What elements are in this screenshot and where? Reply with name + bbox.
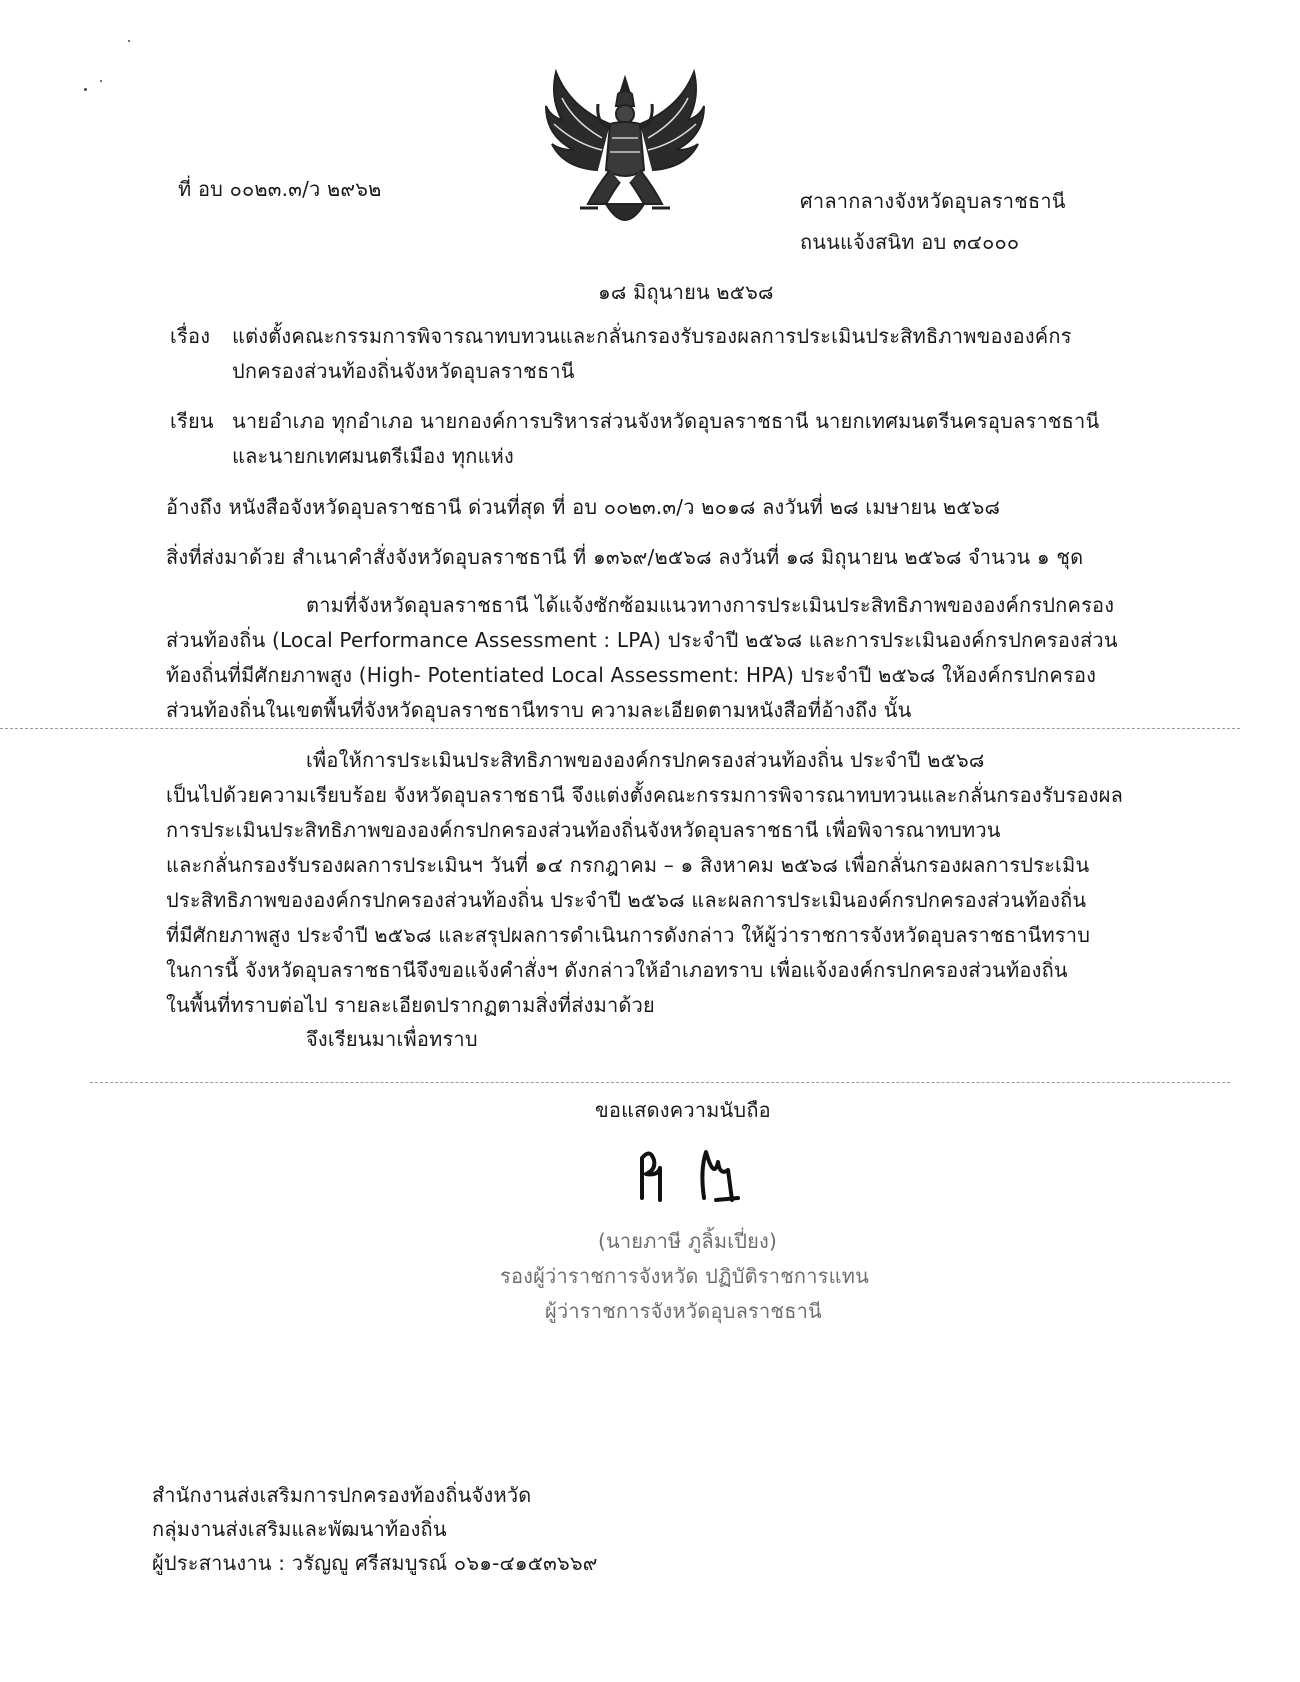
para2-line: ในพื้นที่ทราบต่อไป รายละเอียดปรากฏตามสิ่งที่ส่งมาด้วย <box>166 993 655 1017</box>
reference: อ้างถึง หนังสือจังหวัดอุบลราชธานี ด่วนที่สุด ที่ อบ ๐๐๒๓.๓/ว ๒๐๑๘ ลงวันที่ ๒๘ เมษายน ๒๕๖๘ <box>166 495 1001 519</box>
recipient-line-2: และนายกเทศมนตรีเมือง ทุกแห่ง <box>232 444 515 468</box>
enclosure-quantity: จำนวน ๑ ชุด <box>968 545 1084 569</box>
scan-speck <box>100 80 102 82</box>
signer-name: (นายภาษี ภูลิ้มเปี่ยง) <box>598 1229 778 1253</box>
scan-artifact-line <box>0 728 1240 729</box>
salutation: ขอแสดงความนับถือ <box>595 1098 771 1122</box>
para2-line: การประเมินประสิทธิภาพขององค์กรปกครองส่วนท้องถิ่นจังหวัดอุบลราชธานี เพื่อพิจารณาทบทวน <box>166 818 1001 842</box>
subject-label: เรื่อง <box>170 324 211 348</box>
handwritten-signature <box>620 1140 760 1210</box>
office-name: ศาลากลางจังหวัดอุบลราชธานี <box>800 189 1066 213</box>
scan-speck <box>128 40 130 42</box>
footer-office: สำนักงานส่งเสริมการปกครองท้องถิ่นจังหวัด <box>152 1483 532 1507</box>
scan-speck <box>84 88 87 91</box>
para1-line: ตามที่จังหวัดอุบลราชธานี ได้แจ้งซักซ้อมแนวทางการประเมินประสิทธิภาพขององค์กรปกครอง <box>306 593 1115 617</box>
footer-coordinator: ผู้ประสานงาน : วรัญญู ศรีสมบูรณ์ ๐๖๑-๔๑๕๓๖๖๙ <box>152 1551 598 1575</box>
recipient-line-1: นายอำเภอ ทุกอำเภอ นายกองค์การบริหารส่วนจังหวัดอุบลราชธานี นายกเทศมนตรีนครอุบลราชธานี <box>232 409 1100 433</box>
para2-line: เพื่อให้การประเมินประสิทธิภาพขององค์กรปกครองส่วนท้องถิ่น ประจำปี ๒๕๖๘ <box>306 748 985 772</box>
enclosure: สิ่งที่ส่งมาด้วย สำเนาคำสั่งจังหวัดอุบลราชธานี ที่ ๑๓๖๙/๒๕๖๘ ลงวันที่ ๑๘ มิถุนายน ๒๕๖๘ <box>166 545 962 569</box>
signer-position-2: ผู้ว่าราชการจังหวัดอุบลราชธานี <box>545 1299 822 1323</box>
para2-line: เป็นไปด้วยความเรียบร้อย จังหวัดอุบลราชธานี จึงแต่งตั้งคณะกรรมการพิจารณาทบทวนและกลั่นกรองรับรองผล <box>166 783 1124 807</box>
document-date: ๑๘ มิถุนายน ๒๕๖๘ <box>598 280 774 304</box>
para2-line: ประสิทธิภาพขององค์กรปกครองส่วนท้องถิ่น ประจำปี ๒๕๖๘ และผลการประเมินองค์กรปกครองส่วนท้องถิ่น <box>166 888 1087 912</box>
footer-division: กลุ่มงานส่งเสริมและพัฒนาท้องถิ่น <box>152 1517 447 1541</box>
para1-line: ส่วนท้องถิ่น (Local Performance Assessment : LPA) ประจำปี ๒๕๖๘ และการประเมินองค์กรปกครองส่วน <box>166 628 1118 652</box>
closing-text: จึงเรียนมาเพื่อทราบ <box>306 1027 478 1051</box>
para2-line: ที่มีศักยภาพสูง ประจำปี ๒๕๖๘ และสรุปผลการดำเนินการดังกล่าว ให้ผู้ว่าราชการจังหวัดอุบลราชธานีทราบ <box>166 923 1091 947</box>
para1-line: ท้องถิ่นที่มีศักยภาพสูง (High- Potentiated Local Assessment: HPA) ประจำปี ๒๕๖๘ ให้องค์กรปกครอง <box>166 663 1097 687</box>
para2-line: ในการนี้ จังหวัดอุบลราชธานีจึงขอแจ้งคำสั่งฯ ดังกล่าวให้อำเภอทราบ เพื่อแจ้งองค์กรปกครองส่วนท้องถิ่น <box>166 958 1068 982</box>
subject-line-2: ปกครองส่วนท้องถิ่นจังหวัดอุบลราชธานี <box>232 359 575 383</box>
para1-line: ส่วนท้องถิ่นในเขตพื้นที่จังหวัดอุบลราชธานีทราบ ความละเอียดตามหนังสือที่อ้างถึง นั้น <box>166 698 912 722</box>
office-address: ถนนแจ้งสนิท อบ ๓๔๐๐๐ <box>800 230 1020 254</box>
subject-line-1: แต่งตั้งคณะกรรมการพิจารณาทบทวนและกลั่นกรองรับรองผลการประเมินประสิทธิภาพขององค์กร <box>232 324 1072 348</box>
para2-line: และกลั่นกรองรับรองผลการประเมินฯ วันที่ ๑๔ กรกฎาคม – ๑ สิงหาคม ๒๕๖๘ เพื่อกลั่นกรองผลการประเมิน <box>166 853 1090 877</box>
recipient-label: เรียน <box>170 409 214 433</box>
signer-position-1: รองผู้ว่าราชการจังหวัด ปฏิบัติราชการแทน <box>500 1264 869 1288</box>
garuda-emblem-icon <box>540 58 710 244</box>
document-number: ที่ อบ ๐๐๒๓.๓/ว ๒๙๖๒ <box>178 177 382 201</box>
scan-artifact-line <box>90 1082 1230 1083</box>
